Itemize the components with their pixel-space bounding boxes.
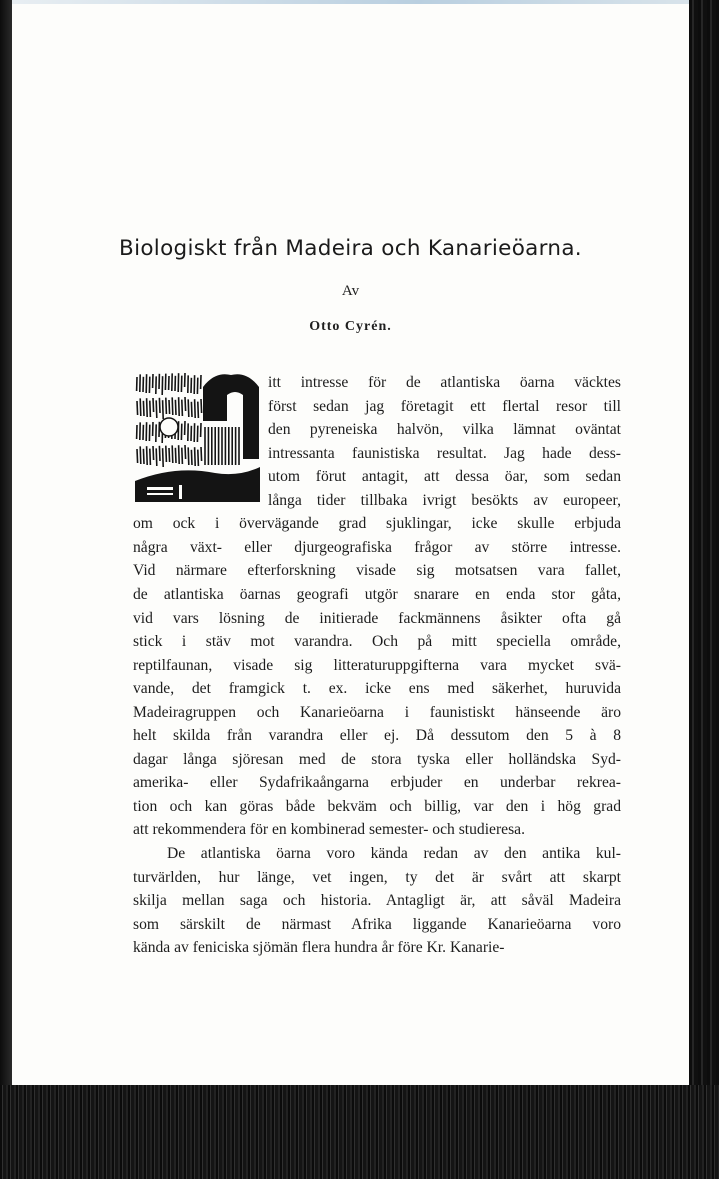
scan-bottom-strip (0, 1085, 719, 1179)
body-line: vid vars lösning de initierade fackmännens åsikter ofta gå (133, 609, 621, 627)
body-line: reptilfaunan, visade sig litteraturuppgifterna vara mycket svä- (133, 656, 621, 674)
body-line: itt intresse för de atlantiska öarna väcktes (268, 374, 621, 391)
binding-edge-right (689, 0, 719, 1179)
article-title: Biologiskt från Madeira och Kanarieöarna. (119, 236, 582, 261)
body-line: långa tider tillbaka ivrigt besökts av europeer, (268, 491, 621, 509)
body-line: först sedan jag företagit ett flertal resor till (268, 397, 621, 415)
body-line: de atlantiska öarnas geografi utgör snarare en enda stor gåta, (133, 585, 621, 603)
body-line: stick i stäv mot varandra. Och på mitt speciella område, (133, 633, 621, 651)
article-author: Otto Cyrén. (309, 319, 392, 334)
body-line: tion och kan göras både bekväm och billig, var den i hög grad (133, 797, 621, 815)
article-byline: Av (341, 283, 360, 299)
body-line: Madeiragruppen och Kanarieöarna i faunistiskt hänseende äro (133, 703, 621, 721)
body-line: vande, det framgick t. ex. icke ens med säkerhet, huruvida (133, 680, 621, 698)
body-line: intressanta faunistiska resultat. Jag hade dess- (268, 444, 621, 462)
paper-page (12, 0, 689, 1085)
page-top-tint (12, 0, 689, 4)
body-line: helt skilda från varandra eller ej. Då dessutom den 5 à 8 (133, 727, 621, 745)
body-line: De atlantiska öarna voro kända redan av den antika kul- (167, 845, 621, 862)
body-line: dagar långa sjöresan med de stora tyska eller holländska Syd- (133, 750, 621, 768)
body-line: turvärlden, hur länge, vet ingen, ty det är svårt att skarpt (133, 868, 621, 886)
body-line: som särskilt de närmast Afrika liggande Kanarieöarna voro (133, 915, 621, 933)
body-line: Vid närmare efterforskning visade sig motsatsen vara fallet, (133, 562, 621, 580)
body-line: amerika- eller Sydafrikaångarna erbjuder en underbar rekrea- (133, 774, 621, 792)
body-line: den pyreneiska halvön, vilka lämnat oväntat (268, 421, 621, 439)
body-line: att rekommendera för en kombinerad semester- och studieresa. (133, 821, 525, 839)
body-line: om ock i övervägande grad sjuklingar, icke skulle erbjuda (133, 515, 621, 533)
body-line: kända av feniciska sjömän flera hundra år före Kr. Kanarie- (133, 939, 505, 957)
body-line: utom förut antagit, att dessa öar, som sedan (268, 468, 621, 486)
body-line: skilja mellan saga och historia. Antagligt är, att såväl Madeira (133, 892, 621, 910)
binding-edge-left (0, 0, 12, 1085)
ornamental-initial-m-icon (135, 369, 260, 502)
body-line: några växt- eller djurgeografiska frågor av större intresse. (133, 538, 621, 556)
